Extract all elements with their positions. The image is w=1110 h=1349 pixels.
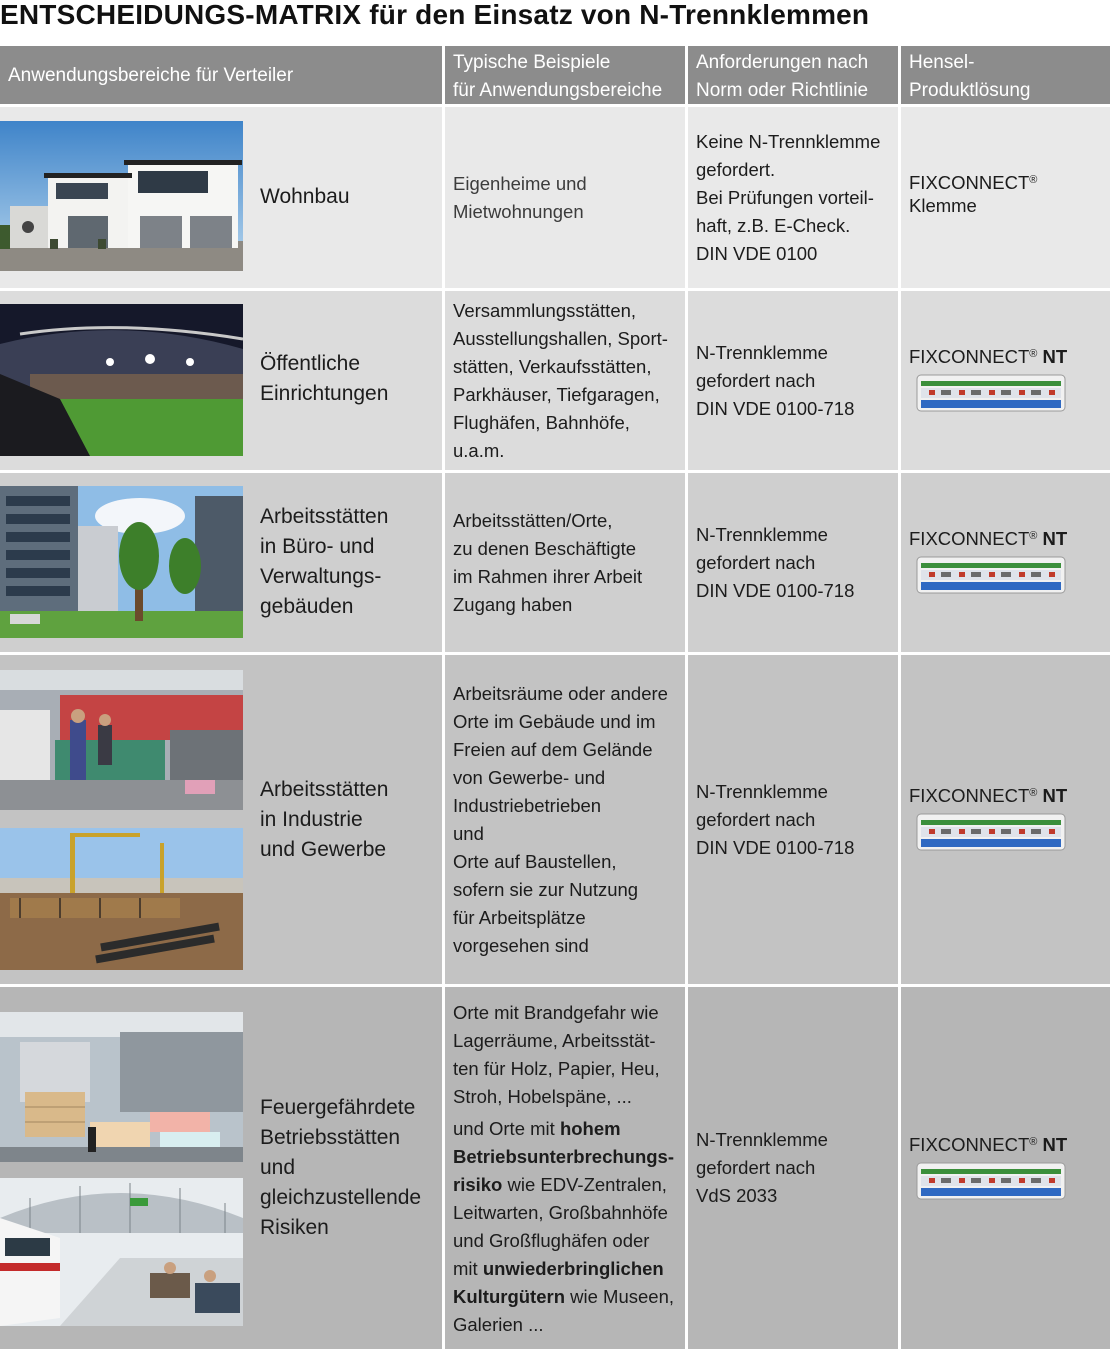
terminal-block-icon	[915, 555, 1110, 600]
table-row-fire-hazard-sites	[0, 987, 1110, 1349]
header-product-solution: Hensel- Produktlösung	[901, 46, 1110, 104]
row-divider	[0, 652, 1110, 655]
table-row-office-workplaces	[0, 473, 1110, 652]
row-divider	[0, 984, 1110, 987]
requirement-text: N-Trennklemme gefordert nach DIN VDE 0100-718	[696, 523, 855, 601]
area-label: Arbeitsstätten in Büro- und Verwaltungs- gebäuden	[260, 505, 389, 618]
requirement-cell	[688, 655, 898, 984]
product-cell	[901, 655, 1110, 984]
examples-text: Eigenheime und Mietwohnungen	[453, 172, 587, 222]
examples-cell	[445, 291, 685, 470]
header-requirements: Anforderungen nach Norm oder Richtlinie	[688, 46, 898, 104]
terminal-block-icon	[915, 812, 1110, 857]
examples-text: Arbeitsstätten/Orte, zu denen Beschäftigte im Rahmen ihrer Arbeit Zugang haben	[453, 509, 643, 615]
requirement-text: N-Trennklemme gefordert nach DIN VDE 0100-718	[696, 780, 855, 858]
examples-text-continued: und Orte mit hohem Betriebsunterbrechungs-risiko wie EDV-Zentralen, Leitwarten, Großbahnhöfe und Großflughäfen oder mit unwiederbringlichen Kulturgütern wie Museen, Galerien ...	[453, 1118, 675, 1335]
terminal-block-icon	[915, 1161, 1110, 1206]
requirement-cell	[688, 291, 898, 470]
area-label: Wohnbau	[260, 185, 350, 208]
table-row-industrial-workplaces	[0, 655, 1110, 984]
residential-house-photo	[0, 121, 243, 271]
column-divider	[685, 46, 688, 1349]
product-name: FIXCONNECT® NT	[909, 346, 1068, 367]
area-label: Feuergefährdete Betriebsstätten und gleichzustellende Risiken	[260, 1096, 422, 1239]
construction-site-photo	[0, 828, 243, 970]
row-divider	[0, 470, 1110, 473]
requirement-cell	[688, 107, 898, 288]
stadium-photo	[0, 304, 243, 456]
product-cell	[901, 291, 1110, 470]
examples-cell	[445, 473, 685, 652]
factory-floor-photo	[0, 670, 243, 810]
product-name: FIXCONNECT® NT	[909, 528, 1068, 549]
examples-text: Arbeitsräume oder andere Orte im Gebäude und im Freien auf dem Gelände von Gewerbe- und Industriebetrieben und Orte auf Baustellen, sofern sie zur Nutzung für Arbeitsplätze vorgesehen sind	[453, 682, 668, 956]
area-label: Öffentliche Einrichtungen	[260, 352, 389, 405]
examples-cell	[445, 655, 685, 984]
table-row-public-facilities	[0, 291, 1110, 470]
requirement-cell	[688, 473, 898, 652]
train-station-photo	[0, 1178, 243, 1326]
row-divider	[0, 104, 1110, 107]
requirement-text: N-Trennklemme gefordert nach DIN VDE 0100-718	[696, 341, 855, 419]
examples-text: Versammlungsstätten, Ausstellungshallen, Sport- stätten, Verkaufsstätten, Parkhäuser, Tiefgaragen, Flughäfen, Bahnhöfe, u.a.m.	[453, 299, 668, 461]
product-suffix: Klemme	[909, 195, 977, 216]
examples-cell	[445, 987, 685, 1349]
header-application-areas: Anwendungsbereiche für Verteiler	[0, 46, 442, 104]
requirement-cell	[688, 987, 898, 1349]
examples-cell	[445, 107, 685, 288]
product-name: FIXCONNECT® NT	[909, 785, 1068, 806]
product-cell	[901, 473, 1110, 652]
terminal-block-icon	[915, 373, 1110, 418]
row-divider	[0, 288, 1110, 291]
header-typical-examples: Typische Beispiele für Anwendungsbereiche	[445, 46, 685, 104]
area-label: Arbeitsstätten in Industrie und Gewerbe	[260, 778, 389, 861]
requirement-text: N-Trennklemme gefordert nach VdS 2033	[696, 1129, 828, 1206]
page-title: ENTSCHEIDUNGS-MATRIX für den Einsatz von N-Trennklemmen	[0, 0, 870, 30]
column-divider	[442, 46, 445, 1349]
product-cell	[901, 107, 1110, 288]
office-buildings-photo	[0, 486, 243, 638]
warehouse-photo	[0, 1012, 243, 1162]
table-row-residential	[0, 107, 1110, 288]
examples-text: Orte mit Brandgefahr wie Lagerräume, Arbeitsstät- ten für Holz, Papier, Heu, Stroh, Hobelspäne, ...	[453, 1002, 660, 1107]
column-divider	[898, 46, 901, 1349]
requirement-text: Keine N-Trennklemme gefordert. Bei Prüfungen vorteil- haft, z.B. E-Check. DIN VDE 0100	[696, 130, 881, 264]
product-name: FIXCONNECT®	[909, 172, 1038, 193]
product-name: FIXCONNECT® NT	[909, 1133, 1068, 1155]
product-cell	[901, 987, 1110, 1349]
